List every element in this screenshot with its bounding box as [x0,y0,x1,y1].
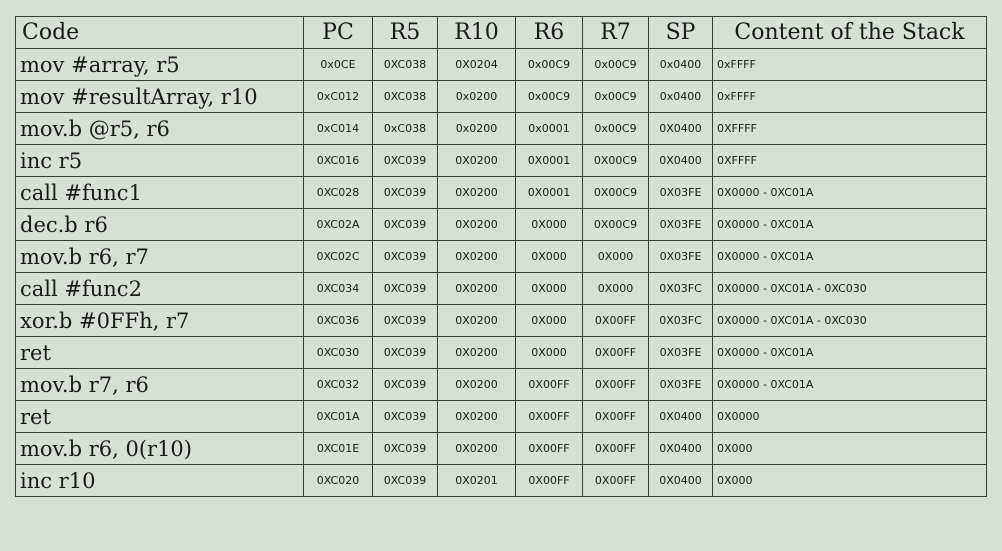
cell-sp: 0X0400 [649,433,713,465]
header-r5: R5 [373,17,438,49]
cell-r7: 0x00C9 [583,81,649,113]
cell-r7: 0X00FF [583,401,649,433]
cell-code: inc r10 [16,465,304,497]
cell-r5: 0XC039 [373,369,438,401]
cell-r6: 0x00C9 [516,49,583,81]
cell-r5: 0xC038 [373,113,438,145]
cell-code: ret [16,337,304,369]
cell-sp: 0x0400 [649,49,713,81]
cell-r10: 0X0200 [438,209,516,241]
cell-code: ret [16,401,304,433]
table-row [16,401,987,433]
cell-code: xor.b #0FFh, r7 [16,305,304,337]
table-row [16,49,987,81]
table-row [16,241,987,273]
header-stack: Content of the Stack [713,17,987,49]
header-code: Code [16,17,304,49]
cell-pc: 0XC036 [304,305,373,337]
cell-r10: 0X0200 [438,145,516,177]
cell-r7: 0X00FF [583,433,649,465]
cell-code: mov #resultArray, r10 [16,81,304,113]
cell-stack: 0X0000 - 0XC01A - 0XC030 [713,273,987,305]
cell-sp: 0X03FE [649,241,713,273]
cell-pc: 0XC032 [304,369,373,401]
cell-r5: 0XC038 [373,81,438,113]
cell-r7: 0X00FF [583,465,649,497]
table-row [16,209,987,241]
cell-r10: 0X0200 [438,177,516,209]
cell-pc: 0XC028 [304,177,373,209]
cell-code: call #func2 [16,273,304,305]
table-row [16,113,987,145]
cell-code: inc r5 [16,145,304,177]
cell-code: mov.b r6, r7 [16,241,304,273]
cell-code: mov.b r7, r6 [16,369,304,401]
cell-pc: 0XC020 [304,465,373,497]
cell-r5: 0XC039 [373,177,438,209]
table-row [16,433,987,465]
cell-r6: 0X00FF [516,369,583,401]
cell-r6: 0X00FF [516,433,583,465]
cell-stack: 0X000 [713,433,987,465]
cell-code: dec.b r6 [16,209,304,241]
cell-r10: 0X0200 [438,337,516,369]
table-row [16,145,987,177]
cell-r7: 0X00C9 [583,145,649,177]
cell-r10: 0X0200 [438,273,516,305]
cell-pc: 0XC02C [304,241,373,273]
cell-r6: 0X0001 [516,145,583,177]
cell-sp: 0X0400 [649,465,713,497]
cell-r6: 0x0001 [516,113,583,145]
cell-stack: 0XFFFF [713,145,987,177]
cell-r7: 0X00FF [583,337,649,369]
cell-r5: 0XC039 [373,465,438,497]
cell-sp: 0X03FE [649,177,713,209]
cell-pc: 0XC030 [304,337,373,369]
cell-stack: 0X0000 - 0XC01A [713,209,987,241]
cell-code: call #func1 [16,177,304,209]
header-r6: R6 [516,17,583,49]
cell-pc: 0XC034 [304,273,373,305]
cell-r7: 0X00FF [583,305,649,337]
cell-pc: 0x0CE [304,49,373,81]
cell-code: mov #array, r5 [16,49,304,81]
cell-code: mov.b r6, 0(r10) [16,433,304,465]
cell-r7: 0X000 [583,241,649,273]
cell-r5: 0XC039 [373,401,438,433]
cell-pc: 0XC01A [304,401,373,433]
cell-r10: 0x0200 [438,113,516,145]
cell-sp: 0x0400 [649,81,713,113]
cell-r10: 0X0200 [438,401,516,433]
cell-r6: 0X000 [516,337,583,369]
cell-r6: 0X000 [516,209,583,241]
table-row [16,81,987,113]
cell-r5: 0XC039 [373,337,438,369]
cell-r5: 0XC039 [373,209,438,241]
cell-r6: 0X00FF [516,401,583,433]
cell-stack: 0X000 [713,465,987,497]
header-r7: R7 [583,17,649,49]
header-row [16,17,987,49]
table-row [16,337,987,369]
table-row [16,177,987,209]
cell-stack: 0xFFFF [713,81,987,113]
cell-sp: 0X03FC [649,273,713,305]
cell-r7: 0x00C9 [583,49,649,81]
cell-sp: 0X0400 [649,113,713,145]
cell-r6: 0x00C9 [516,81,583,113]
cell-sp: 0X03FE [649,209,713,241]
table-row [16,465,987,497]
cell-r5: 0XC038 [373,49,438,81]
register-trace-table [15,16,987,497]
cell-r5: 0XC039 [373,241,438,273]
cell-r10: 0X0200 [438,433,516,465]
cell-r10: 0x0200 [438,81,516,113]
cell-stack: 0X0000 - 0XC01A [713,369,987,401]
cell-pc: 0xC014 [304,113,373,145]
cell-r5: 0XC039 [373,273,438,305]
cell-r7: 0X000 [583,273,649,305]
cell-r6: 0X000 [516,241,583,273]
table-row [16,273,987,305]
header-sp: SP [649,17,713,49]
cell-sp: 0X0400 [649,145,713,177]
cell-stack: 0X0000 [713,401,987,433]
cell-stack: 0X0000 - 0XC01A - 0XC030 [713,305,987,337]
header-pc: PC [304,17,373,49]
cell-r7: 0X00FF [583,369,649,401]
cell-code: mov.b @r5, r6 [16,113,304,145]
cell-r10: 0X0204 [438,49,516,81]
cell-r10: 0X0201 [438,465,516,497]
cell-r5: 0XC039 [373,145,438,177]
cell-pc: 0XC02A [304,209,373,241]
cell-r6: 0X000 [516,273,583,305]
cell-pc: 0XC01E [304,433,373,465]
table-row [16,369,987,401]
cell-r6: 0X000 [516,305,583,337]
cell-sp: 0X03FE [649,337,713,369]
table-row [16,305,987,337]
cell-r7: 0x00C9 [583,113,649,145]
cell-r10: 0X0200 [438,241,516,273]
cell-r7: 0X00C9 [583,209,649,241]
cell-stack: 0X0000 - 0XC01A [713,177,987,209]
cell-r7: 0X00C9 [583,177,649,209]
header-r10: R10 [438,17,516,49]
cell-r6: 0X00FF [516,465,583,497]
cell-r10: 0X0200 [438,369,516,401]
cell-pc: 0XC016 [304,145,373,177]
cell-sp: 0X03FE [649,369,713,401]
cell-pc: 0xC012 [304,81,373,113]
cell-stack: 0xFFFF [713,49,987,81]
cell-sp: 0X0400 [649,401,713,433]
cell-r5: 0XC039 [373,433,438,465]
cell-r6: 0X0001 [516,177,583,209]
cell-stack: 0XFFFF [713,113,987,145]
cell-r10: 0X0200 [438,305,516,337]
cell-sp: 0X03FC [649,305,713,337]
cell-r5: 0XC039 [373,305,438,337]
cell-stack: 0X0000 - 0XC01A [713,241,987,273]
cell-stack: 0X0000 - 0XC01A [713,337,987,369]
